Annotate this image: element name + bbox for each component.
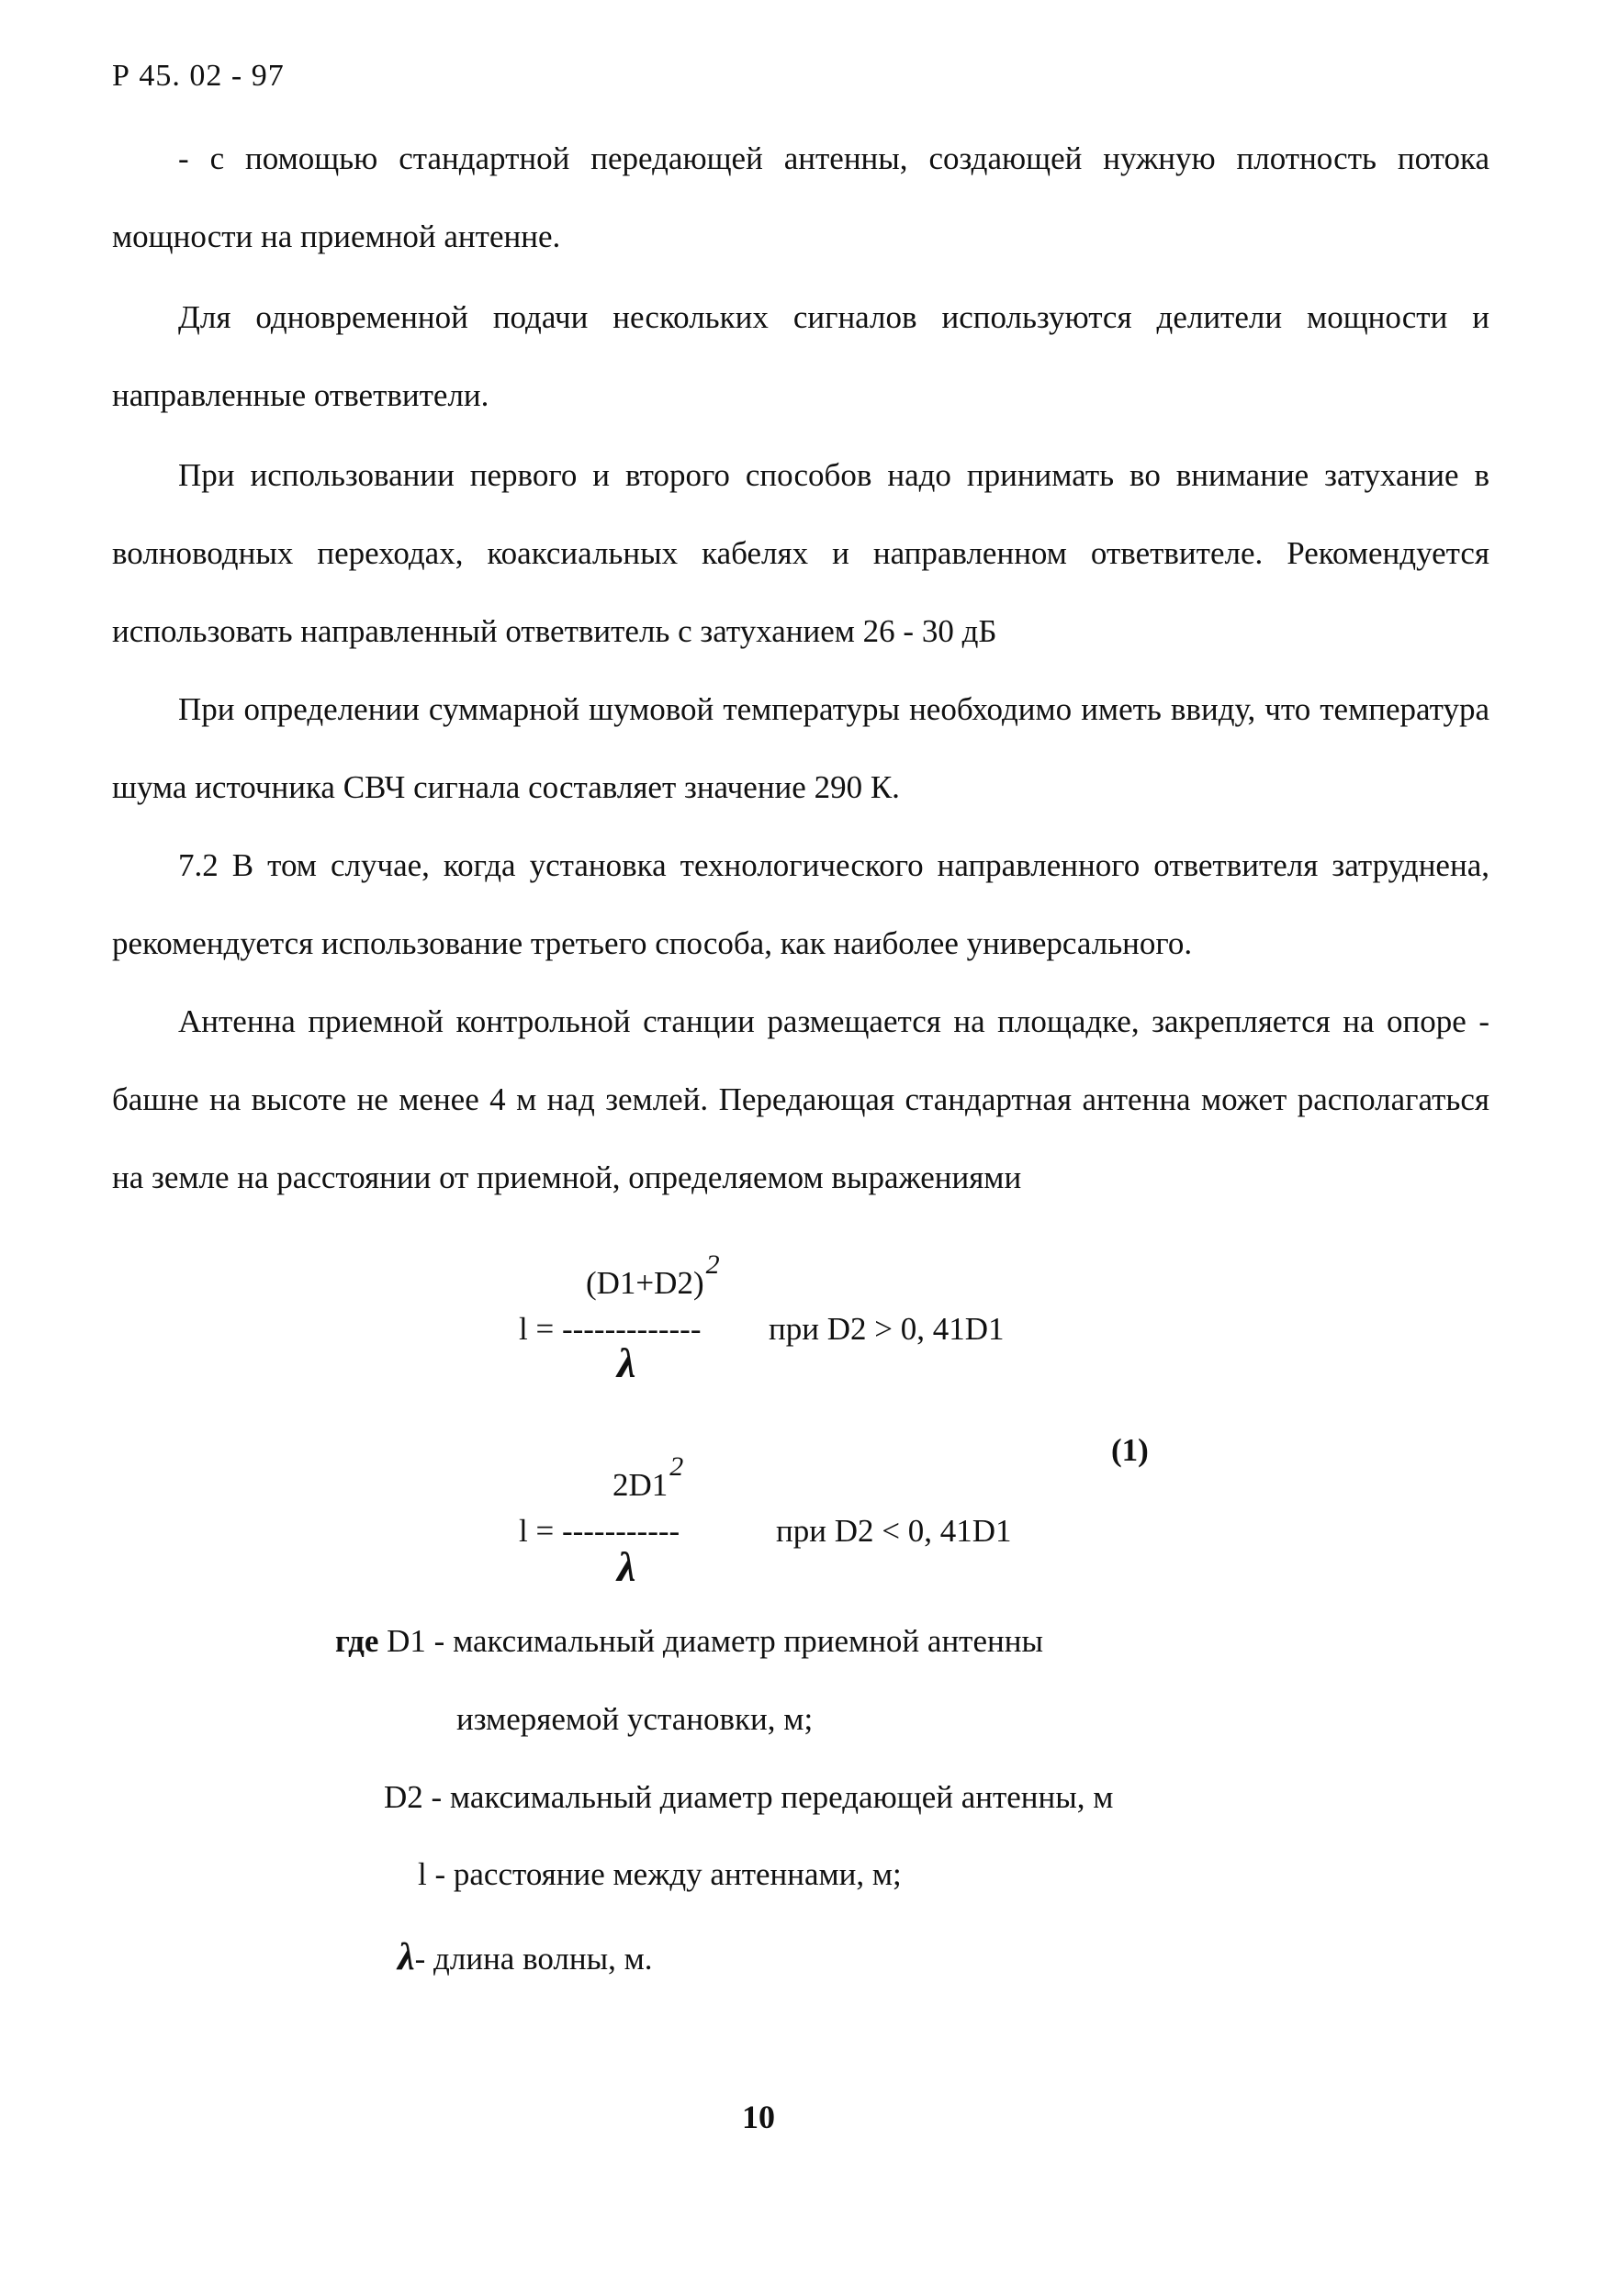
l-symbol: l [418, 1856, 427, 1892]
paragraph-transmit-antenna: - с помощью стандартной передающей антенны, создающей нужную плотность потока мощности на приемной антенне. [112, 140, 1489, 254]
paragraph-attenuation: При использовании первого и второго способов надо принимать во внимание затухание в волноводных переходах, коаксиальных кабелях и направленном ответвителе. Рекомендуется использовать направленный ответвитель с затуханием 26 - 30 дБ [112, 457, 1489, 649]
where-keyword: где [335, 1623, 379, 1659]
lambda-description: - длина волны, м. [414, 1941, 653, 1977]
d1-description: - максимальный диаметр приемной антенны [425, 1623, 1043, 1659]
d2-description: - максимальный диаметр передающей антенны, м [422, 1779, 1114, 1815]
formula-2-lhs: l = ----------- [519, 1513, 680, 1549]
definition-lambda [398, 1935, 653, 1979]
definition-l [418, 1856, 902, 1893]
definition-d2 [384, 1779, 1113, 1816]
paragraph-section-7-2: 7.2 В том случае, когда установка технологического направленного ответвителя затруднена, рекомендуется использование третьего способа, как наиболее универсального. [112, 847, 1489, 961]
formula-1-numerator-text: (D1+D2) [586, 1265, 704, 1301]
paragraph-power-dividers: Для одновременной подачи нескольких сигналов используются делители мощности и направленные ответвители. [112, 299, 1489, 413]
formula-1-lhs: l = ------------- [519, 1311, 702, 1347]
d1-symbol: D1 [387, 1623, 426, 1659]
paragraph-noise-temperature: При определении суммарной шумовой температуры необходимо иметь ввиду, что температура шума источника СВЧ сигнала составляет значение 290 К. [112, 691, 1489, 805]
l-description: - расстояние между антеннами, м; [426, 1856, 902, 1892]
formula-1-exponent: 2 [705, 1249, 720, 1280]
formula-2-lambda: λ [617, 1543, 636, 1590]
formula-1-condition: при D2 > 0, 41D1 [769, 1311, 1005, 1347]
formula-1-numerator [586, 1249, 720, 1302]
formula-2-numerator [612, 1451, 684, 1504]
formula-2-exponent: 2 [669, 1451, 684, 1482]
d2-symbol: D2 [384, 1779, 423, 1815]
definition-d1 [335, 1623, 1043, 1660]
formula-1-lambda: λ [617, 1339, 636, 1386]
formula-2-condition: при D2 < 0, 41D1 [776, 1513, 1012, 1549]
page-number: 10 [742, 2099, 775, 2135]
paragraph-antenna-placement: Антенна приемной контрольной станции размещается на площадке, закрепляется на опоре - башне на высоте не менее 4 м над землей. Передающая стандартная антенна может располагаться на земле на расстоянии от приемной, определяемом выражениями [112, 1003, 1489, 1195]
document-code: Р 45. 02 - 97 [112, 59, 285, 93]
lambda-symbol: λ [398, 1936, 415, 1978]
equation-number: (1) [1111, 1432, 1149, 1468]
definition-d1-continued: измеряемой установки, м; [456, 1701, 814, 1737]
formula-2-numerator-text: 2D1 [612, 1467, 669, 1503]
